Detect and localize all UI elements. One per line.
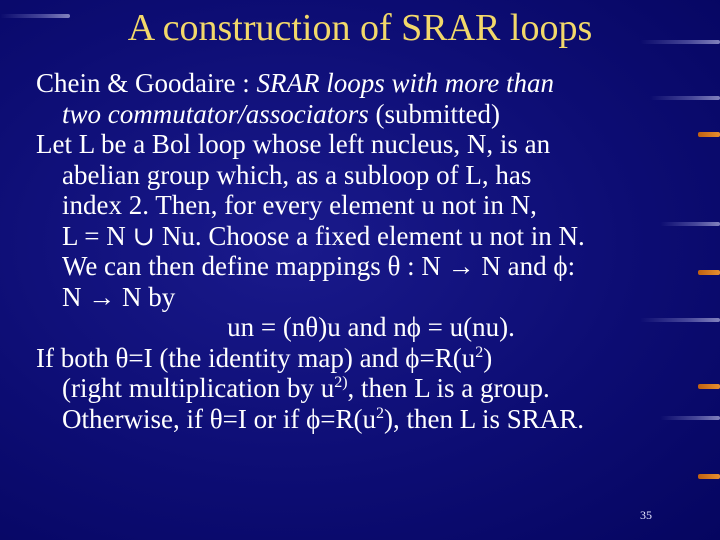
reference-line-1 [36,68,706,99]
paper-title-part-2: two commutator/associators [62,98,369,129]
decorative-dash [698,474,720,479]
definition-line-2: abelian group which, as a subloop of L, has [62,159,532,190]
definition-line-3: index 2. Then, for every element u not in N, [62,190,537,220]
definition-line-1: Let L be a Bol loop whose left nucleus, N, is an [36,129,551,159]
superscript: 2) [334,374,348,391]
definition-line-4: L = N ∪ Nu. Choose a fixed element u not in N. [62,220,585,251]
definition-line-5: We can then define mappings θ : N → N and ϕ: [62,251,576,281]
conclusion-text: (right multiplication by u [62,373,335,403]
reference-paragraph [36,68,706,129]
superscript: 2 [376,404,385,422]
conclusion-text: ), then L is SRAR. [384,403,585,434]
submission-status: (submitted) [368,98,501,129]
conclusion-text: , then L is a group. [347,373,550,403]
slide-title: A construction of SRAR loops [127,7,593,49]
conclusion-text: If both θ=I (the identity map) and ϕ=R(u [36,342,476,373]
paper-title-part-1: SRAR loops with more than [256,68,554,98]
reference-line-2 [36,99,706,130]
authors: Chein & Goodaire : [36,68,257,98]
page-number: 35 [640,508,652,522]
conclusion-text: Otherwise, if θ=I or if ϕ=R(u [62,403,377,434]
conclusion-line-3 [36,404,706,435]
conclusion-line-1 [36,343,706,374]
slide-body [36,68,706,434]
superscript: 2 [475,343,484,361]
conclusion-text: ) [483,342,493,373]
conclusion-line-2 [36,373,706,404]
definition-paragraph [36,129,706,343]
definition-line-6: N → N by [62,281,176,312]
mapping-formula: un = (nθ)u and nϕ = u(nu). [227,312,515,342]
conclusion-paragraph [36,343,706,435]
